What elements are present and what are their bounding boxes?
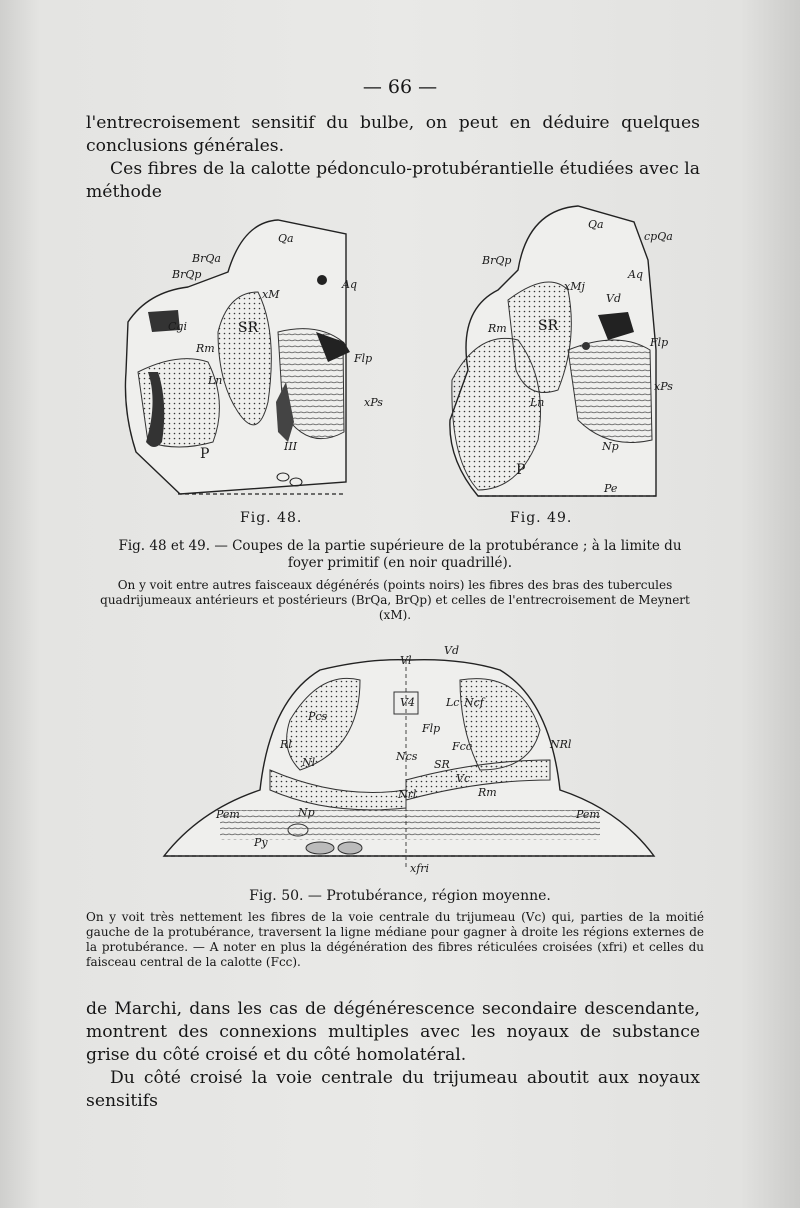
svg-text:BrQa: BrQa <box>192 252 221 265</box>
svg-text:Py: Py <box>254 836 268 849</box>
svg-text:Qa: Qa <box>588 218 604 231</box>
figure-49-label: Fig. 49. <box>510 510 573 526</box>
svg-text:NRl: NRl <box>550 738 572 751</box>
svg-text:Vd: Vd <box>606 292 621 305</box>
svg-text:xPs: xPs <box>364 396 383 409</box>
svg-text:Rl: Rl <box>280 738 292 751</box>
svg-text:cpQa: cpQa <box>644 230 673 243</box>
svg-text:Vc: Vc <box>456 772 471 785</box>
figure-48-label: Fig. 48. <box>240 510 303 526</box>
svg-text:SR: SR <box>538 318 559 334</box>
svg-text:Ln: Ln <box>530 396 545 409</box>
svg-text:Rm: Rm <box>196 342 215 355</box>
svg-text:Np: Np <box>298 806 315 819</box>
svg-text:Pem: Pem <box>216 808 240 821</box>
svg-text:xMj: xMj <box>564 280 585 293</box>
svg-text:Ncf: Ncf <box>464 696 484 709</box>
svg-text:xPs: xPs <box>654 380 673 393</box>
figure-50-illustration <box>160 640 660 876</box>
svg-text:Np: Np <box>602 440 619 453</box>
svg-text:Pcs: Pcs <box>308 710 328 723</box>
svg-text:xM: xM <box>262 288 280 301</box>
svg-text:BrQp: BrQp <box>482 254 512 267</box>
fig48-label-Qa: Qa <box>278 232 294 245</box>
bottom-paragraph <box>86 998 700 1113</box>
figure-48-49-detail-caption: On y voit entre autres faisceaux dégénérés (points noirs) les fibres des bras des tubercules quadrijumeaux antérieurs et postérieurs (BrQa, BrQp) et celles de l'entrecroisement de Meynert (xM). <box>100 578 690 622</box>
svg-text:Rm: Rm <box>488 322 507 335</box>
svg-text:III: III <box>284 440 298 453</box>
svg-text:SR: SR <box>238 320 259 336</box>
svg-text:Nl: Nl <box>302 756 316 769</box>
bottom-paragraph-line2: Du côté croisé la voie centrale du trijumeau aboutit aux noyaux sensitifs <box>86 1068 700 1111</box>
figure-49-illustration <box>438 200 688 500</box>
svg-text:Aq: Aq <box>628 268 643 281</box>
svg-text:SR: SR <box>434 758 450 771</box>
svg-text:xfri: xfri <box>410 862 430 875</box>
figure-50-label: Fig. 50. — Protubérance, région moyenne. <box>249 888 551 904</box>
svg-text:Vd: Vd <box>444 644 459 657</box>
svg-text:P: P <box>516 462 526 478</box>
svg-text:P: P <box>200 446 210 462</box>
svg-text:Vl: Vl <box>400 654 412 667</box>
top-paragraph <box>86 112 700 204</box>
svg-text:BrQp: BrQp <box>172 268 202 281</box>
figure-48-illustration <box>118 212 383 502</box>
svg-text:Rm: Rm <box>478 786 497 799</box>
top-paragraph-line1: l'entrecroisement sensitif du bulbe, on peut en déduire quelques conclusions générales. <box>86 113 700 156</box>
svg-text:Fcc: Fcc <box>452 740 472 753</box>
top-paragraph-line2: Ces fibres de la calotte pédonculo-protubérantielle étudiées avec la méthode <box>86 159 700 202</box>
bottom-paragraph-line1: de Marchi, dans les cas de dégénérescence secondaire descendante, montrent des connexions multiples avec les noyaux de substance grise du côté croisé et du côté homolatéral. <box>86 999 700 1065</box>
page-number: — 66 — <box>362 76 438 98</box>
svg-text:Ln: Ln <box>208 374 223 387</box>
svg-text:Cgi: Cgi <box>168 320 187 333</box>
svg-text:Nrl: Nrl <box>398 788 417 801</box>
svg-text:Flp: Flp <box>354 352 373 365</box>
svg-text:Lc: Lc <box>446 696 460 709</box>
svg-text:Pem: Pem <box>576 808 600 821</box>
figure-50-detail-caption: On y voit très nettement les fibres de la voie centrale du trijumeau (Vc) qui, parties de la moitié gauche de la protubérance, traversent la ligne médiane pour gagner à droite les régions externes de la protubérance. — A noter en plus la dégénération des fibres réticulées croisées (xfri) et celles du faisceau central de la calotte (Fcc). <box>86 910 704 969</box>
svg-text:Ncs: Ncs <box>396 750 418 763</box>
svg-text:Flp: Flp <box>422 722 441 735</box>
svg-text:Flp: Flp <box>650 336 669 349</box>
figure-48-49-caption: Fig. 48 et 49. — Coupes de la partie supérieure de la protubérance ; à la limite du foyer primitif (en noir quadrillé). <box>118 538 682 571</box>
svg-text:Aq: Aq <box>342 278 357 291</box>
svg-text:V4: V4 <box>400 696 415 709</box>
svg-text:Pe: Pe <box>604 482 618 495</box>
